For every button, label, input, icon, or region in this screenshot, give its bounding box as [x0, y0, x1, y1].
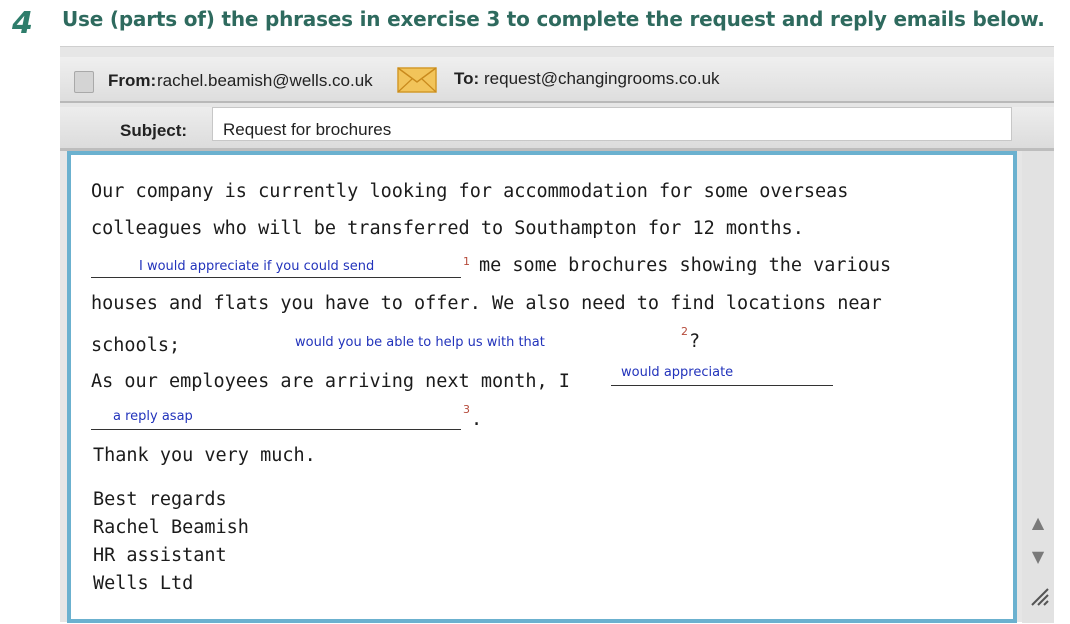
gap-2-number: 2	[681, 325, 688, 338]
gap-3-answer-part-2[interactable]: a reply asap	[113, 409, 193, 424]
arrow-up-icon[interactable]: ▲	[1031, 513, 1045, 532]
to-label: To:	[454, 69, 480, 88]
body-line-7-end: .	[471, 409, 483, 430]
gap-3-line-a	[611, 385, 833, 386]
body-line-3: me some brochures showing the various	[479, 255, 892, 276]
to-address[interactable]: request@changingrooms.co.uk	[484, 69, 720, 88]
body-line-2: colleagues who will be transferred to Southampton for 12 months.	[91, 218, 804, 239]
body-line-5-start: schools;	[91, 335, 181, 356]
body-line-6: As our employees are arriving next month, I	[91, 371, 570, 392]
scrollbar[interactable]	[1022, 151, 1054, 623]
exercise-instruction: Use (parts of) the phrases in exercise 3 to complete the request and reply emails below.	[62, 7, 1045, 31]
sender-name: Rachel Beamish	[93, 517, 249, 538]
gap-3-line-b	[91, 429, 461, 430]
subject-field[interactable]: Request for brochures	[212, 107, 1012, 141]
gap-3-number: 3	[463, 403, 470, 416]
closing-line: Thank you very much.	[93, 445, 316, 466]
gap-1-number: 1	[463, 255, 470, 268]
sender-company: Wells Ltd	[93, 573, 194, 594]
from-address[interactable]: rachel.beamish@wells.co.uk	[157, 71, 373, 90]
select-checkbox[interactable]	[74, 71, 94, 93]
email-window	[60, 46, 1054, 622]
body-line-1: Our company is currently looking for accommodation for some overseas	[91, 181, 849, 202]
subject-label: Subject:	[120, 121, 188, 140]
resize-grip-icon[interactable]	[1026, 583, 1050, 607]
email-body[interactable]	[67, 151, 1017, 623]
gap-2-answer[interactable]: would you be able to help us with that	[295, 335, 545, 350]
arrow-down-icon[interactable]: ▼	[1031, 547, 1045, 566]
exercise-number: 4	[12, 6, 33, 41]
envelope-icon	[397, 67, 437, 93]
sender-role: HR assistant	[93, 545, 227, 566]
body-line-5-end: ?	[689, 331, 701, 352]
body-line-4: houses and flats you have to offer. We also need to find locations near	[91, 293, 882, 314]
gap-1-line	[91, 277, 461, 278]
subject-bar	[60, 107, 1054, 151]
from-label: From:	[108, 71, 157, 90]
from-to-bar	[60, 57, 1054, 103]
gap-3-answer-part-1[interactable]: would appreciate	[621, 365, 734, 380]
gap-1-answer[interactable]: I would appreciate if you could send	[139, 259, 375, 274]
signoff: Best regards	[93, 489, 227, 510]
